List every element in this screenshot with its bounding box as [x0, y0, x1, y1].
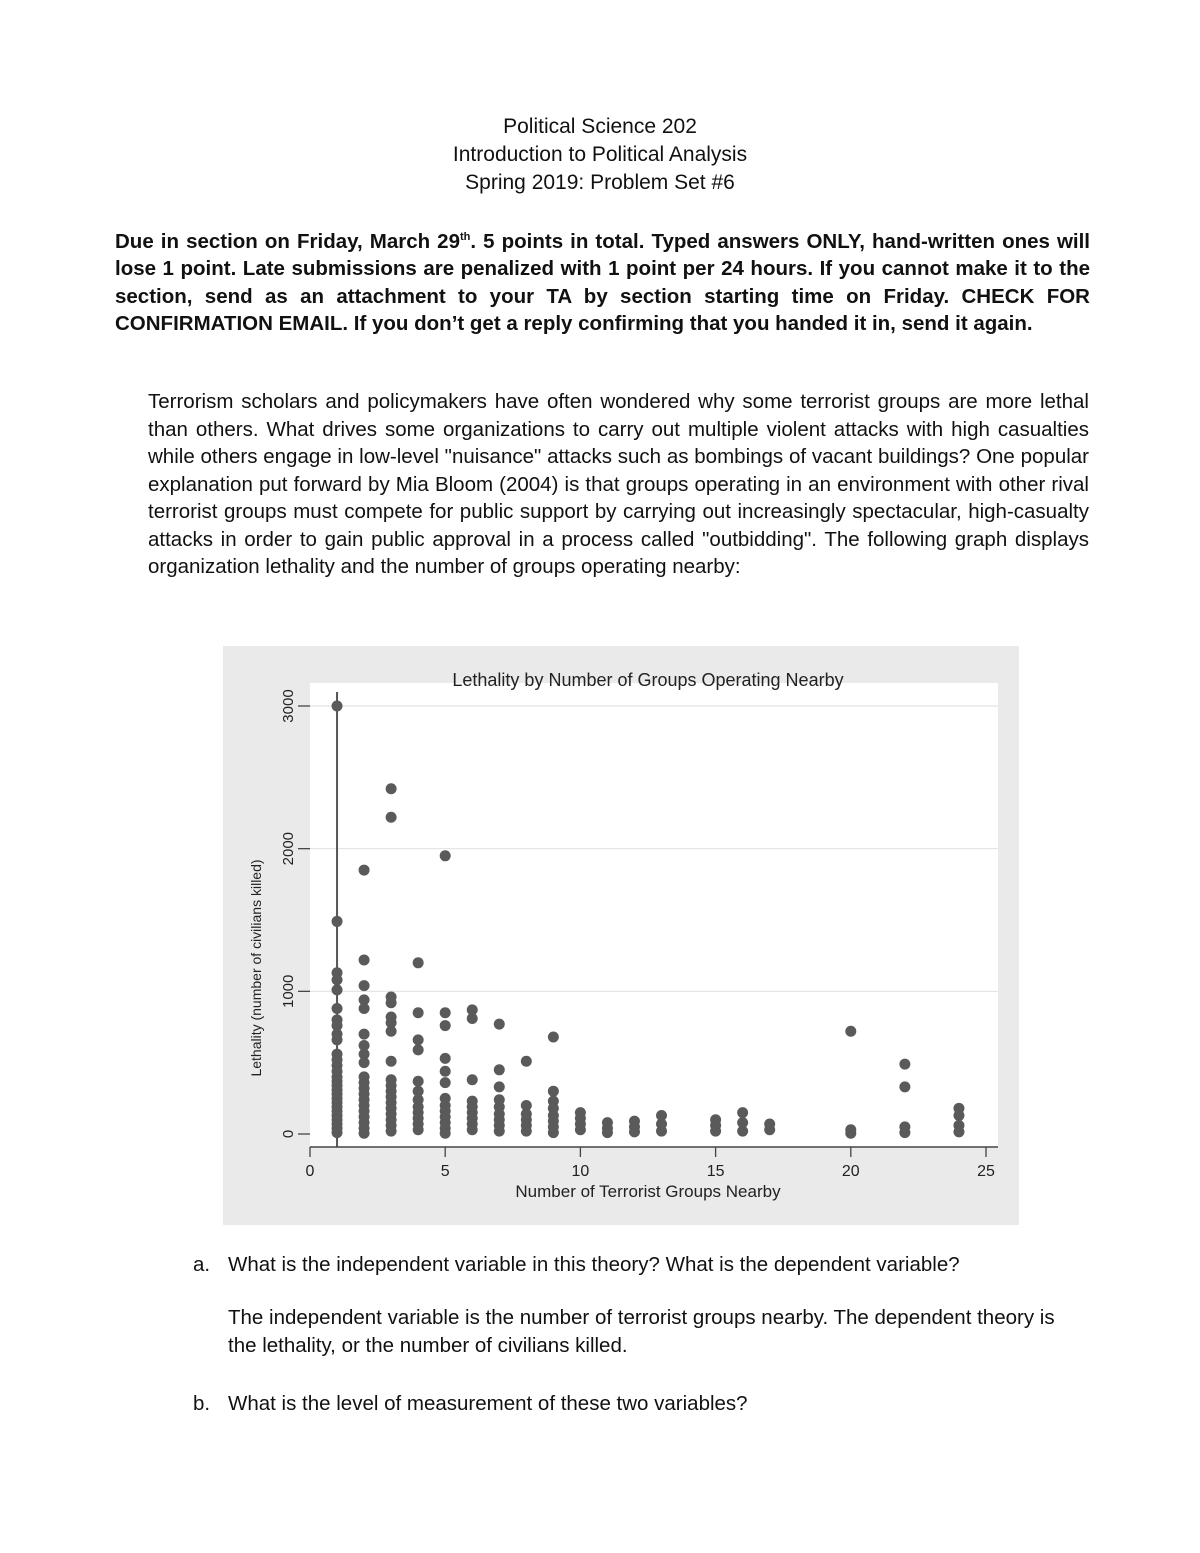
data-point	[521, 1126, 532, 1137]
data-point	[494, 1126, 505, 1137]
data-point	[359, 1003, 370, 1014]
data-point	[575, 1124, 586, 1135]
data-point	[359, 1128, 370, 1139]
data-point	[899, 1127, 910, 1138]
data-point	[602, 1127, 613, 1138]
x-tick-label: 20	[841, 1163, 860, 1180]
data-point	[413, 1044, 424, 1055]
x-axis-label: Number of Terrorist Groups Nearby	[515, 1182, 781, 1201]
y-tick-label: 3000	[280, 689, 297, 723]
data-point	[386, 1126, 397, 1137]
y-tick-label: 1000	[280, 974, 297, 1009]
data-point	[521, 1056, 532, 1067]
data-point	[332, 1034, 343, 1045]
data-point	[413, 1124, 424, 1135]
data-point	[953, 1110, 964, 1121]
data-point	[548, 1127, 559, 1138]
due-date-suffix: th	[460, 231, 471, 243]
data-point	[899, 1059, 910, 1070]
data-point	[494, 1019, 505, 1030]
data-point	[332, 1003, 343, 1014]
course-subtitle: Introduction to Political Analysis	[452, 143, 748, 166]
data-point	[737, 1126, 748, 1137]
data-point	[494, 1064, 505, 1075]
data-point	[440, 1066, 451, 1077]
plot-area	[310, 683, 998, 1147]
data-point	[332, 1127, 343, 1138]
data-point	[548, 1031, 559, 1042]
data-point	[548, 1086, 559, 1097]
data-point	[386, 1056, 397, 1067]
data-point	[359, 980, 370, 991]
answer-a: The independent variable is the number of terrorist groups nearby. The dependent theory is the lethality, or the number of civilians killed.	[228, 1306, 1055, 1357]
data-point	[467, 1013, 478, 1024]
y-tick-label: 2000	[280, 831, 297, 866]
data-point	[359, 1029, 370, 1040]
data-point	[413, 1076, 424, 1087]
data-point	[440, 1020, 451, 1031]
data-point	[332, 974, 343, 985]
data-point	[359, 954, 370, 965]
data-point	[359, 865, 370, 876]
document-header	[0, 113, 1200, 197]
x-tick-label: 0	[305, 1163, 315, 1180]
x-axis-ticks	[306, 1147, 995, 1180]
data-point	[332, 984, 343, 995]
data-point	[440, 1007, 451, 1018]
data-point	[629, 1126, 640, 1137]
x-tick-label: 5	[440, 1163, 450, 1180]
due-instructions	[115, 224, 1090, 338]
data-point	[710, 1126, 721, 1137]
course-title: Political Science 202	[503, 115, 697, 138]
data-point	[494, 1081, 505, 1092]
x-tick-label: 15	[706, 1163, 725, 1180]
y-tick-label: 0	[280, 1129, 297, 1139]
data-point	[440, 850, 451, 861]
question-a	[193, 1251, 960, 1279]
question-a-label: a.	[193, 1253, 211, 1276]
intro-paragraph: Terrorism scholars and policymakers have often wondered why some terrorist groups are more lethal than others. What drives some organizations to carry out multiple violent attacks with high casualties while others engage in low-level "nuisance" attacks such as bombings of vacant buildings? One popular explanation put forward by Mia Bloom (2004) is that groups operating in an environment with other rival terrorist groups must compete for public support by carrying out increasingly spectacular, high-casualty attacks in order to gain public approval in a process called "outbidding". The following graph displays organization lethality and the number of groups operating nearby:	[148, 390, 1089, 578]
data-point	[413, 1007, 424, 1018]
chart-title: Lethality by Number of Groups Operating Nearby	[452, 670, 844, 690]
data-point	[440, 1053, 451, 1064]
data-point	[467, 1074, 478, 1085]
data-point	[656, 1126, 667, 1137]
question-b-label: b.	[193, 1392, 211, 1415]
data-point	[332, 916, 343, 927]
problem-set-title: Spring 2019: Problem Set #6	[465, 171, 735, 194]
data-point	[386, 997, 397, 1008]
data-point	[899, 1081, 910, 1092]
data-point	[764, 1124, 775, 1135]
data-point	[386, 783, 397, 794]
data-point	[413, 1034, 424, 1045]
data-point	[359, 1057, 370, 1068]
scatter-chart	[223, 646, 1019, 1225]
data-point	[467, 1124, 478, 1135]
x-tick-label: 10	[571, 1163, 590, 1180]
due-text-start: Due in section on Friday, March 29	[115, 229, 460, 253]
data-point	[737, 1107, 748, 1118]
data-point	[413, 957, 424, 968]
y-axis-ticks	[280, 689, 310, 1138]
data-point	[845, 1128, 856, 1139]
data-point	[440, 1128, 451, 1139]
data-point	[845, 1026, 856, 1037]
x-tick-label: 25	[977, 1163, 995, 1180]
due-text-rest: . 5 points in total. Typed answers ONLY, hand-written ones will lose 1 point. Late submissions are penalized with 1 point per 24 hours. If you cannot make it to the section, send as an attachment to your TA by section starting time on Friday. CHECK FOR CONFIRMATION EMAIL. If you don’t get a reply confirming that you handed it in, send it again.	[115, 229, 1091, 336]
question-b-text: What is the level of measurement of these two variables?	[228, 1392, 748, 1415]
question-b	[193, 1390, 748, 1418]
y-axis-label: Lethality (number of civilians killed)	[248, 859, 264, 1077]
data-point	[953, 1126, 964, 1137]
data-point	[386, 812, 397, 823]
data-point	[332, 701, 343, 712]
question-a-text: What is the independent variable in this theory? What is the dependent variable?	[228, 1253, 960, 1276]
data-point	[386, 1026, 397, 1037]
scatter-figure	[223, 646, 1019, 1225]
data-point	[440, 1077, 451, 1088]
